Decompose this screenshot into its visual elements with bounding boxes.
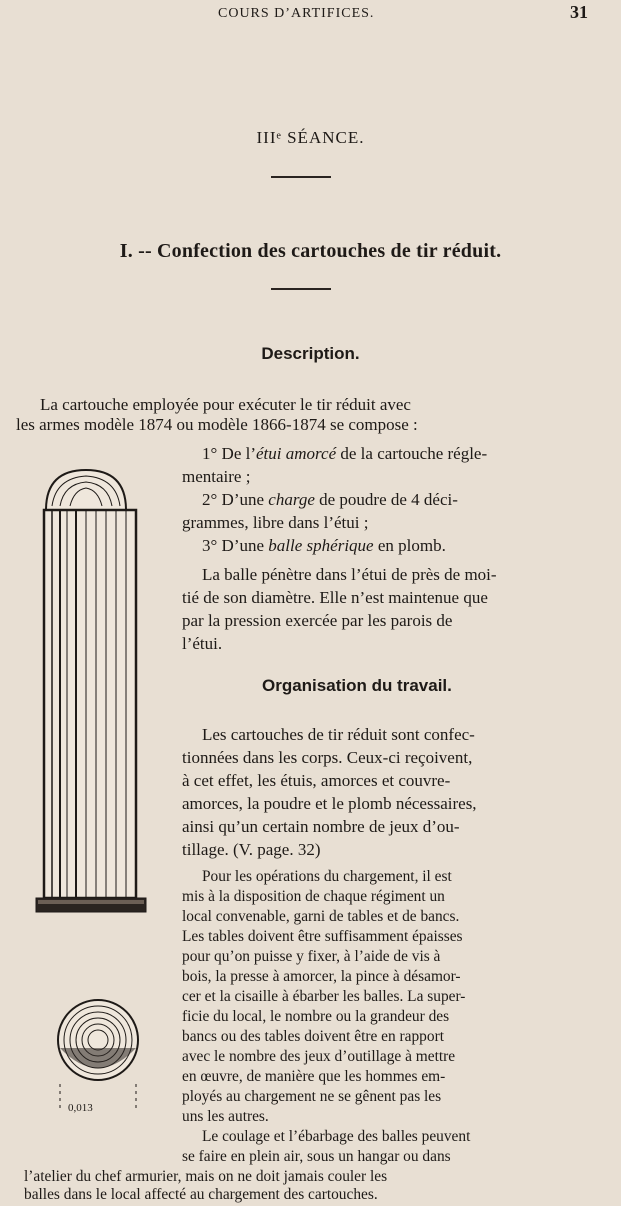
text-line: tionnées dans les corps. Ceux-ci reçoivent,: [182, 748, 473, 767]
text-line: balles dans le local affecté au chargement des cartouches.: [24, 1186, 378, 1203]
running-title: COURS D’ARTIFICES.: [218, 6, 375, 21]
text-line: ployés au chargement ne se gênent pas les: [182, 1088, 442, 1105]
text-line: par la pression exercée par les parois de: [182, 611, 453, 630]
list-item: 2° D’une charge de poudre de 4 déci-: [202, 490, 458, 509]
bullet-illustration: [48, 996, 148, 1120]
text-line: l’étui.: [182, 634, 223, 653]
text-line: l’atelier du chef armurier, mais on ne doit jamais couler les: [24, 1168, 388, 1185]
text-line: les armes modèle 1874 ou modèle 1866-1874 se compose :: [16, 415, 418, 434]
list-item: grammes, libre dans l’étui ;: [182, 513, 369, 532]
section-title: I. -- Confection des cartouches de tir réduit.: [119, 240, 502, 262]
list-item: mentaire ;: [182, 467, 251, 486]
text-line: bancs ou des tables doivent être en rapport: [182, 1028, 444, 1045]
text-line: se faire en plein air, sous un hangar ou dans: [182, 1148, 451, 1165]
text-line: Le coulage et l’ébarbage des balles peuvent: [202, 1128, 471, 1145]
text-line: bois, la presse à amorcer, la pince à désamor-: [182, 968, 461, 985]
text-line: pour qu’on puisse y fixer, à l’aide de vis à: [182, 948, 441, 965]
text-line: ainsi qu’un certain nombre de jeux d’ou-: [182, 817, 460, 836]
text-line: tié de son diamètre. Elle n’est maintenue que: [182, 588, 488, 607]
text-line: uns les autres.: [182, 1108, 269, 1125]
figure-caption: 0,013: [68, 1102, 93, 1114]
text-line: amorces, la poudre et le plomb nécessaires,: [182, 794, 477, 813]
text-line: Les tables doivent être suffisamment épaisses: [182, 928, 463, 945]
text-line: avec le nombre des jeux d’outillage à mettre: [182, 1048, 456, 1065]
text-line: en œuvre, de manière que les hommes em-: [182, 1068, 446, 1085]
text-line: La balle pénètre dans l’étui de près de moi-: [202, 565, 497, 584]
text-line: à cet effet, les étuis, amorces et couvre-: [182, 771, 451, 790]
divider-rule: [271, 176, 331, 178]
organisation-heading: Organisation du travail.: [262, 676, 452, 695]
text-line: local convenable, garni de tables et de bancs.: [182, 908, 460, 925]
text-line: Pour les opérations du chargement, il est: [202, 868, 452, 885]
page-number: 31: [570, 2, 588, 22]
list-item: 1° De l’étui amorcé de la cartouche régle-: [202, 444, 488, 463]
list-item: 3° D’une balle sphérique en plomb.: [202, 536, 446, 555]
description-heading: Description.: [261, 344, 360, 363]
cartridge-illustration: [30, 466, 152, 928]
seance-heading: IIIᵉ SÉANCE.: [256, 128, 365, 147]
text-line: Les cartouches de tir réduit sont confec-: [202, 725, 475, 744]
text-line: mis à la disposition de chaque régiment un: [182, 888, 445, 905]
text-line: La cartouche employée pour exécuter le tir réduit avec: [40, 395, 411, 414]
text-line: tillage. (V. page. 32): [182, 840, 321, 859]
divider-rule: [271, 288, 331, 290]
text-line: cer et la cisaille à ébarber les balles. La super-: [182, 988, 466, 1005]
text-line: ficie du local, le nombre ou la grandeur des: [182, 1008, 450, 1025]
